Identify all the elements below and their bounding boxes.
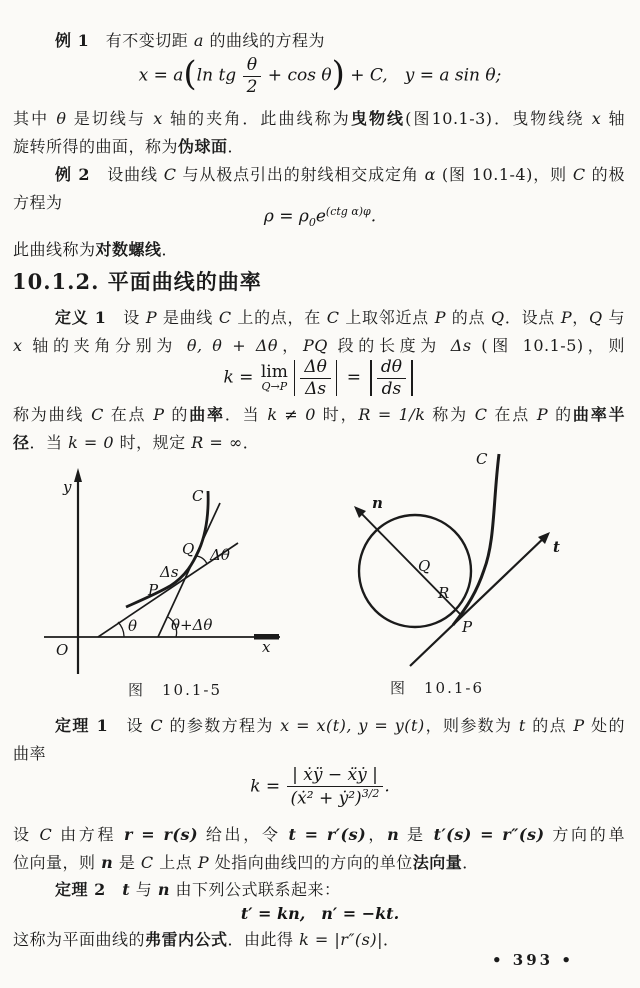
text-segment: 是 bbox=[113, 853, 141, 872]
text-segment: ． bbox=[383, 930, 400, 949]
text-segment: 是 bbox=[399, 825, 434, 844]
text-segment: ．当 bbox=[224, 405, 268, 424]
figure-10-1-5-drawing bbox=[40, 455, 288, 677]
text-segment: 是曲线 bbox=[157, 308, 219, 327]
text-segment: 法向量 bbox=[412, 853, 463, 872]
fraction-numerator: Δθ bbox=[300, 358, 331, 379]
text-segment: 例 1 bbox=[55, 31, 90, 50]
text-segment: P bbox=[153, 405, 165, 424]
text-segment: a bbox=[193, 31, 204, 50]
text-segment: 由下列公式联系起来： bbox=[169, 880, 341, 899]
text-segment: 轴 bbox=[601, 109, 625, 128]
label-delta-theta: Δθ bbox=[210, 546, 230, 564]
delta-theta-angle-arc bbox=[196, 556, 207, 564]
text-segment: C bbox=[474, 405, 488, 424]
text-segment: n bbox=[157, 880, 170, 899]
fraction-curvature bbox=[287, 766, 384, 808]
label-curve-C: C bbox=[476, 450, 488, 468]
paragraph-line bbox=[13, 107, 625, 130]
osculating-circle bbox=[359, 515, 471, 627]
text-segment: Δs bbox=[450, 336, 472, 355]
text-segment: 处指向曲线凹的方向的单位 bbox=[209, 853, 413, 872]
text-segment: 上点 bbox=[153, 853, 198, 872]
text-segment: C bbox=[218, 308, 232, 327]
text-segment: t bbox=[122, 880, 131, 899]
label-tangent-t: t bbox=[553, 538, 560, 556]
formula-part: x = a bbox=[138, 65, 184, 86]
text-segment: ．由此得 bbox=[227, 930, 300, 949]
paragraph-line bbox=[13, 403, 625, 426]
example-2-line bbox=[13, 163, 625, 186]
text-segment: (图10.1-3)．曳物线绕 bbox=[405, 109, 592, 128]
text-segment: k = |r″(s)| bbox=[299, 930, 383, 949]
formula-curvature-definition bbox=[0, 358, 640, 398]
fraction-denominator: ds bbox=[381, 378, 402, 399]
text-segment: ， bbox=[572, 308, 590, 327]
label-normal-n: n bbox=[372, 494, 383, 512]
text-segment: 位向量，则 bbox=[13, 853, 102, 872]
text-segment: (图 10.1-4)，则 bbox=[435, 165, 573, 184]
text-segment: k = 0 bbox=[68, 433, 115, 452]
label-point-P: P bbox=[148, 581, 159, 599]
text-segment: 定理 2 bbox=[55, 880, 106, 899]
formula-part: ln tg bbox=[196, 65, 242, 86]
text-segment: C bbox=[91, 405, 104, 424]
paragraph-line bbox=[13, 742, 625, 765]
text-segment: 这称为平面曲线的 bbox=[13, 930, 146, 949]
formula-part: (ẋ² + ẏ²) bbox=[290, 788, 362, 809]
text-segment: t bbox=[518, 716, 526, 735]
paragraph-line bbox=[13, 238, 625, 261]
text-segment: 上取邻近点 bbox=[339, 308, 435, 327]
abs-bar bbox=[294, 360, 296, 396]
text-segment: ． bbox=[161, 240, 179, 259]
formula-log-spiral bbox=[0, 205, 640, 229]
text-segment: 其中 bbox=[13, 109, 57, 128]
text-segment: 与 bbox=[602, 308, 625, 327]
lim-subscript: Q→P bbox=[261, 379, 288, 393]
text-segment: 设 bbox=[106, 308, 146, 327]
text-segment: 此曲线称为 bbox=[13, 240, 96, 259]
text-segment: 与 bbox=[130, 880, 158, 899]
text-segment: t′(s) = r″(s) bbox=[433, 825, 545, 844]
theorem-1-line bbox=[13, 714, 625, 737]
formula-open-paren: ( bbox=[183, 54, 197, 95]
text-segment: 时，规定 bbox=[114, 433, 192, 452]
label-origin: O bbox=[56, 641, 69, 659]
formula-part: + C, y = a sin θ; bbox=[344, 65, 502, 86]
text-segment: 在点 bbox=[487, 405, 537, 424]
text-segment: ．设点 bbox=[504, 308, 561, 327]
text-segment: 弗雷内公式 bbox=[145, 930, 228, 949]
figure-caption-right: 图 10.1-6 bbox=[390, 679, 485, 697]
text-segment: 由方程 bbox=[52, 825, 125, 844]
text-segment: ．当 bbox=[29, 433, 69, 452]
text-segment: 伪球面 bbox=[178, 137, 228, 156]
text-segment: 与从极点引出的射线相交成定角 bbox=[176, 165, 425, 184]
example-1-line bbox=[13, 29, 625, 52]
text-segment: (图 10.1-5)，则 bbox=[471, 336, 625, 355]
text-segment: 的 bbox=[164, 405, 190, 424]
text-segment: C bbox=[163, 165, 177, 184]
formula-exponent: 3/2 bbox=[361, 786, 380, 800]
text-segment: 有不变切距 bbox=[89, 31, 194, 50]
tangent-line-t bbox=[410, 534, 548, 666]
text-segment: 轴的夹角分别为 bbox=[22, 336, 187, 355]
formula-part: k = bbox=[223, 367, 259, 388]
fraction-denominator bbox=[287, 787, 384, 808]
text-segment: 对数螺线 bbox=[95, 240, 162, 259]
paragraph-line bbox=[13, 823, 625, 846]
text-segment: P bbox=[536, 405, 549, 424]
text-segment: t = r′(s) bbox=[288, 825, 367, 844]
fraction-numerator: θ bbox=[243, 56, 262, 77]
text-segment: 在点 bbox=[103, 405, 154, 424]
fraction-dtheta-ds bbox=[377, 358, 406, 398]
text-segment: P bbox=[145, 308, 158, 327]
text-segment: C bbox=[326, 308, 340, 327]
text-segment: 处的 bbox=[584, 716, 625, 735]
fraction-denominator: Δs bbox=[305, 378, 327, 399]
definition-1-line bbox=[13, 306, 625, 329]
text-segment: 方程为 bbox=[13, 193, 63, 212]
fraction-theta-2 bbox=[243, 56, 262, 96]
text-segment: R = ∞ bbox=[191, 433, 243, 452]
formula-part: + cos θ bbox=[262, 65, 332, 86]
text-segment: 给出，令 bbox=[198, 825, 289, 844]
text-segment: ． bbox=[242, 433, 260, 452]
text-segment: PQ bbox=[302, 336, 328, 355]
theta-angle-arc bbox=[118, 622, 124, 637]
text-segment: P bbox=[434, 308, 446, 327]
label-y-axis: y bbox=[63, 478, 72, 496]
text-segment: x bbox=[13, 336, 23, 355]
paragraph-line bbox=[13, 928, 625, 951]
fraction-dtheta-ds bbox=[300, 358, 331, 398]
text-segment: ， bbox=[278, 336, 303, 355]
label-point-Q: Q bbox=[182, 540, 195, 558]
text-segment: 称为曲线 bbox=[13, 405, 92, 424]
text-segment: 旋转所得的曲面，称为 bbox=[13, 137, 179, 156]
text-segment: 曲率 bbox=[189, 405, 225, 424]
text-segment: C bbox=[150, 716, 164, 735]
figure-10-1-6 bbox=[352, 444, 614, 678]
text-segment: 时， bbox=[315, 405, 359, 424]
page-number: • 393 • bbox=[492, 951, 574, 969]
formula-part: . bbox=[384, 776, 390, 797]
text-segment: 的 bbox=[548, 405, 573, 424]
text-segment: 设 bbox=[108, 716, 151, 735]
formula-part: k = bbox=[250, 776, 286, 797]
text-segment: 定理 1 bbox=[55, 716, 109, 735]
text-segment: 曲率半 bbox=[572, 405, 625, 424]
label-x-axis: x bbox=[262, 638, 271, 656]
fraction-numerator: dθ bbox=[377, 358, 406, 379]
text-segment: r = r(s) bbox=[124, 825, 199, 844]
fraction-numerator: | ẋÿ − ẍẏ | bbox=[287, 766, 384, 787]
text-segment: 是切线与 bbox=[66, 109, 154, 128]
formula-curvature-parametric bbox=[0, 766, 640, 808]
text-segment: 的点 bbox=[445, 308, 492, 327]
text-segment: t′ = kn, n′ = −kt. bbox=[240, 904, 400, 923]
text-segment: 的点 bbox=[525, 716, 574, 735]
text-segment: 曳物线 bbox=[350, 109, 406, 128]
text-segment: 曲率 bbox=[13, 744, 47, 763]
text-segment: n bbox=[387, 825, 400, 844]
text-segment: x bbox=[591, 109, 602, 128]
text-segment: θ bbox=[56, 109, 67, 128]
text-segment: x = x(t), y = y(t) bbox=[280, 716, 425, 735]
formula-tractrix bbox=[0, 56, 640, 96]
text-segment: n bbox=[101, 853, 114, 872]
text-segment: 设 bbox=[13, 825, 40, 844]
section-heading: 10.1.2. 平面曲线的曲率 bbox=[12, 269, 262, 294]
abs-bar bbox=[336, 360, 338, 396]
text-segment: 径 bbox=[13, 433, 30, 452]
formula-part: ρ = ρ bbox=[263, 206, 309, 227]
text-segment: ． bbox=[227, 137, 245, 156]
limit-operator bbox=[260, 361, 288, 393]
text-segment: P bbox=[560, 308, 573, 327]
text-segment: θ, θ + Δθ bbox=[186, 336, 279, 355]
text-segment bbox=[106, 880, 123, 899]
text-segment: 定义 1 bbox=[55, 308, 107, 327]
abs-bar bbox=[411, 360, 413, 396]
fraction-denominator: 2 bbox=[246, 76, 258, 97]
formula-frenet bbox=[0, 901, 640, 924]
text-segment: 称为 bbox=[425, 405, 475, 424]
text-segment: 轴的夹角．此曲线称为 bbox=[162, 109, 351, 128]
text-segment: P bbox=[197, 853, 210, 872]
text-segment: 设曲线 bbox=[89, 165, 164, 184]
text-segment: x bbox=[153, 109, 163, 128]
text-segment: 的极 bbox=[585, 165, 625, 184]
paragraph-line bbox=[13, 135, 625, 158]
label-theta: θ bbox=[128, 617, 138, 635]
formula-subscript: 0 bbox=[308, 216, 316, 230]
label-delta-s: Δs bbox=[160, 563, 179, 581]
text-segment: C bbox=[572, 165, 586, 184]
text-segment: R = 1/k bbox=[358, 405, 426, 424]
text-segment: C bbox=[39, 825, 53, 844]
formula-part: = bbox=[341, 367, 367, 388]
formula-part: e bbox=[315, 206, 326, 227]
paragraph-line bbox=[13, 851, 625, 874]
formula-part: . bbox=[370, 206, 377, 227]
y-axis-arrow-icon bbox=[74, 468, 82, 482]
formula-close-paren: ) bbox=[331, 54, 345, 95]
text-segment: 的参数方程为 bbox=[163, 716, 281, 735]
paragraph-line bbox=[13, 334, 625, 357]
text-segment: ，则参数为 bbox=[424, 716, 519, 735]
text-segment: Q bbox=[491, 308, 505, 327]
text-segment: 的曲线的方程为 bbox=[203, 31, 325, 50]
text-segment: k ≠ 0 bbox=[267, 405, 316, 424]
text-segment: 上的点，在 bbox=[231, 308, 327, 327]
text-segment: ． bbox=[462, 853, 479, 872]
text-segment: C bbox=[140, 853, 154, 872]
label-center-Q: Q bbox=[418, 557, 431, 575]
formula-exponent: (ctg α)φ bbox=[325, 205, 371, 218]
abs-bar bbox=[370, 360, 372, 396]
text-segment: 方向的单 bbox=[544, 825, 625, 844]
label-curve-C: C bbox=[192, 487, 204, 505]
text-segment: α bbox=[424, 165, 436, 184]
text-segment: P bbox=[573, 716, 585, 735]
text-segment: 例 2 bbox=[55, 165, 90, 184]
label-theta-plus-delta-theta: θ+Δθ bbox=[171, 616, 213, 634]
figure-10-1-5 bbox=[40, 455, 288, 681]
text-segment: ， bbox=[366, 825, 388, 844]
label-radius-R: R bbox=[438, 584, 450, 602]
figure-10-1-6-drawing bbox=[352, 444, 614, 674]
figure-caption-left: 图 10.1-5 bbox=[128, 681, 223, 699]
text-segment: 段的长度为 bbox=[327, 336, 451, 355]
theorem-2-line bbox=[13, 878, 625, 901]
label-point-P: P bbox=[462, 618, 473, 636]
lim-word: lim bbox=[260, 361, 288, 382]
text-segment: Q bbox=[589, 308, 603, 327]
